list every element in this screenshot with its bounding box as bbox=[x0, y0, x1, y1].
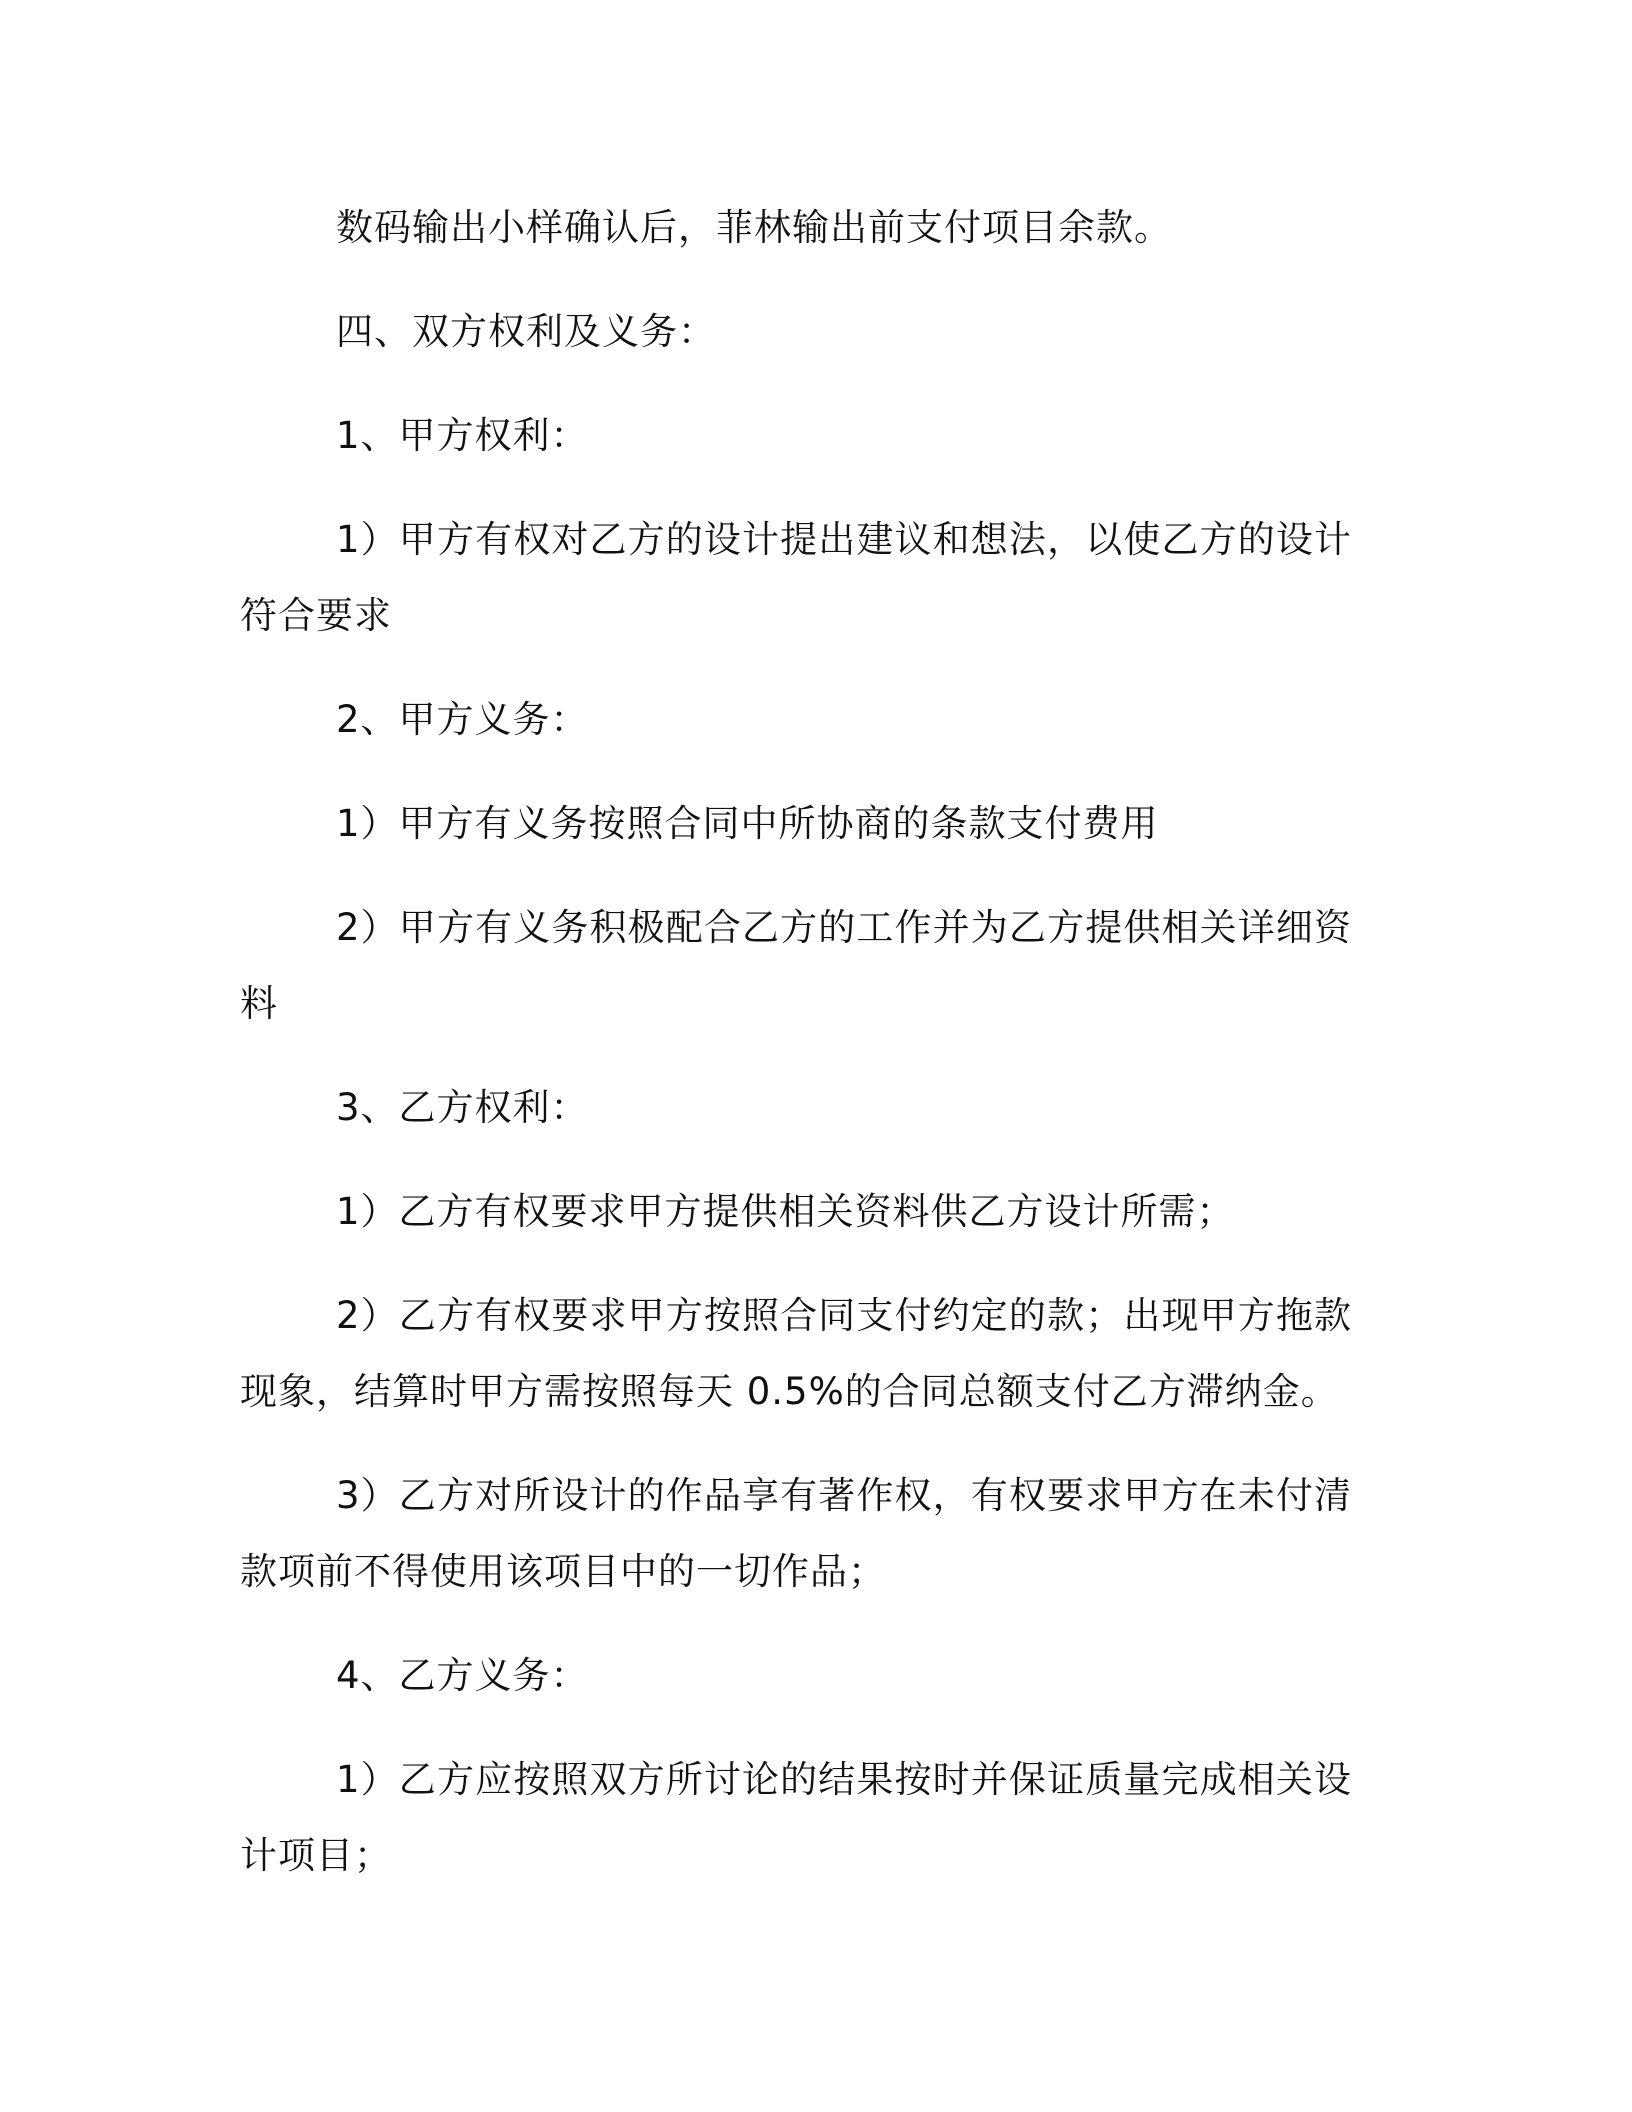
paragraph-party-a-obligation-2: 2）甲方有义务积极配合乙方的工作并为乙方提供相关详细资料 bbox=[240, 906, 1352, 1025]
heading-party-b-obligations: 4、乙方义务： bbox=[336, 1654, 589, 1697]
paragraph-party-b-right-3: 3）乙方对所设计的作品享有著作权，有权要求甲方在未付清款项前不得使用该项目中的一切作品； bbox=[240, 1474, 1352, 1593]
heading-party-a-obligations: 2、甲方义务： bbox=[336, 698, 589, 741]
paragraph-party-b-right-1: 1）乙方有权要求甲方提供相关资料供乙方设计所需； bbox=[336, 1190, 1235, 1233]
heading-party-a-rights: 1、甲方权利： bbox=[336, 414, 589, 457]
document-body bbox=[240, 190, 1352, 1922]
heading-party-b-rights: 3、乙方权利： bbox=[336, 1086, 589, 1129]
paragraph-party-a-obligation-1: 1）甲方有义务按照合同中所协商的条款支付费用 bbox=[336, 802, 1159, 845]
paragraph-party-b-obligation-1: 1）乙方应按照双方所讨论的结果按时并保证质量完成相关设计项目； bbox=[240, 1758, 1352, 1877]
section-heading-rights-obligations: 四、双方权利及义务： bbox=[336, 310, 716, 353]
paragraph-party-a-right-1: 1）甲方有权对乙方的设计提出建议和想法，以使乙方的设计符合要求 bbox=[240, 518, 1352, 637]
paragraph-party-b-right-2: 2）乙方有权要求甲方按照合同支付约定的款；出现甲方拖款现象，结算时甲方需按照每天 0.5%的合同总额支付乙方滞纳金。 bbox=[240, 1294, 1352, 1413]
paragraph-payment-note: 数码输出小样确认后，菲林输出前支付项目余款。 bbox=[336, 206, 1172, 249]
